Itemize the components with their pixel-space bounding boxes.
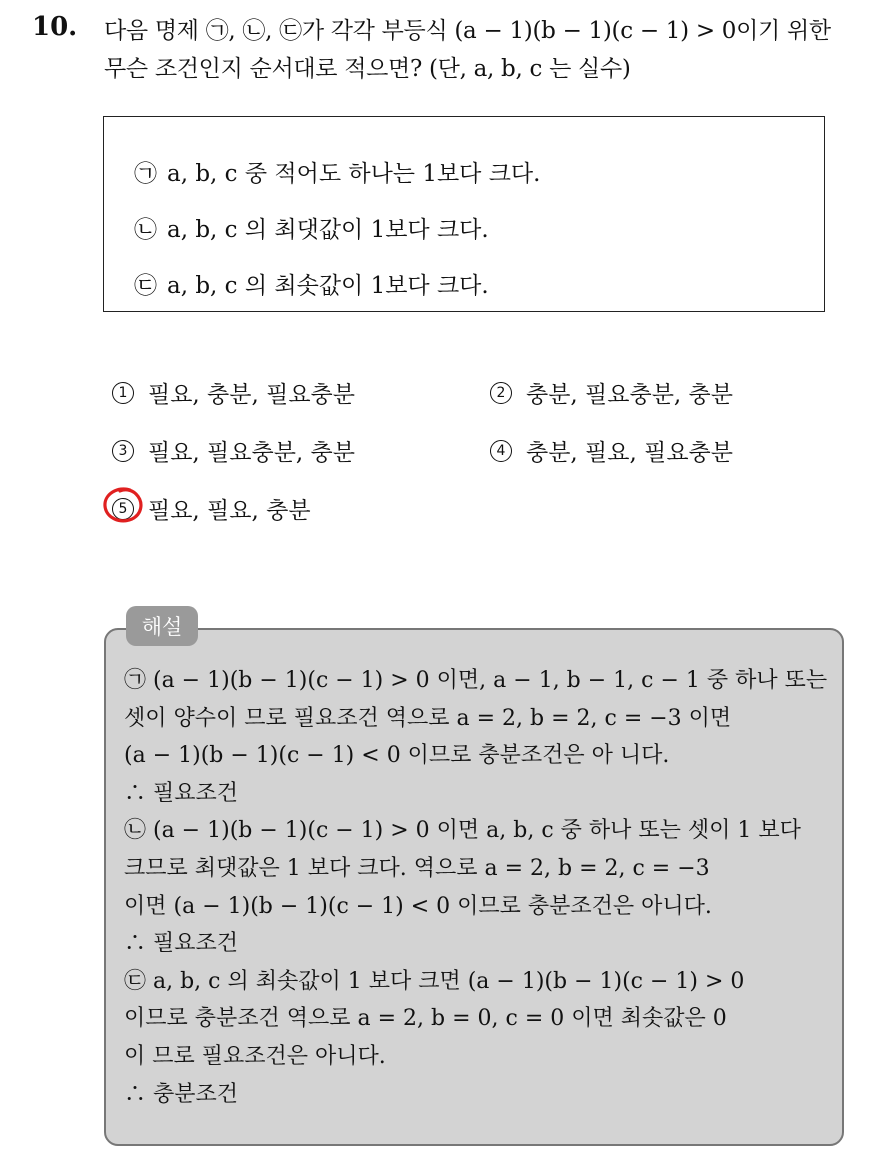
question-line-2: 무슨 조건인지 순서대로 적으면? (단, a, b, c 는 실수) — [104, 56, 631, 82]
explanation-line: ㉠ (a − 1)(b − 1)(c − 1) > 0 이면, a − 1, b − 1, c − 1 중 하나 또는 — [124, 668, 828, 693]
choice-4-number: 4 — [490, 440, 512, 462]
choice-5-number: 5 — [112, 498, 134, 520]
choice-5-text: 필요, 필요, 충분 — [148, 498, 311, 524]
explanation-label: 해설 — [126, 606, 198, 646]
condition-3-marker: ㉢ — [134, 273, 157, 299]
condition-2-marker: ㉡ — [134, 217, 157, 243]
explanation-line: ㉡ (a − 1)(b − 1)(c − 1) > 0 이면 a, b, c 중 하나 또는 셋이 1 보다 — [124, 818, 801, 844]
choice-2-text: 충분, 필요충분, 충분 — [526, 382, 733, 408]
condition-1-text: a, b, c 중 적어도 하나는 1보다 크다. — [167, 161, 541, 187]
explanation-line: ㉢ a, b, c 의 최솟값이 1 보다 크면 (a − 1)(b − 1)(c − 1) > 0 — [124, 968, 745, 994]
explanation-line: 이므로 충분조건 역으로 a = 2, b = 0, c = 0 이면 최솟값은 0 — [124, 1006, 727, 1032]
question-text — [104, 12, 874, 88]
choice-3-number: 3 — [112, 440, 134, 462]
choice-1-text: 필요, 충분, 필요충분 — [148, 382, 355, 408]
explanation-line: 이면 (a − 1)(b − 1)(c − 1) < 0 이므로 충분조건은 아니다. — [124, 893, 712, 919]
choice-2[interactable] — [490, 376, 733, 409]
question-line-1: 다음 명제 ㉠, ㉡, ㉢가 각각 부등식 (a − 1)(b − 1)(c − 1) > 0이기 위한 — [104, 18, 831, 44]
explanation-line: ∴ 필요조건 — [124, 780, 239, 806]
explanation-line: (a − 1)(b − 1)(c − 1) < 0 이므로 충분조건은 아 니다. — [124, 743, 670, 769]
explanation-text — [124, 662, 828, 1113]
explanation-line: ∴ 필요조건 — [124, 931, 239, 957]
choice-3-text: 필요, 필요충분, 충분 — [148, 440, 355, 466]
choice-4[interactable] — [490, 434, 733, 467]
choice-2-number: 2 — [490, 382, 512, 404]
explanation-line: 셋이 양수이 므로 필요조건 역으로 a = 2, b = 2, c = −3 이면 — [124, 705, 732, 731]
choice-3[interactable] — [112, 434, 355, 467]
condition-1-marker: ㉠ — [134, 161, 157, 187]
question-number: 10. — [32, 12, 78, 42]
choice-4-text: 충분, 필요, 필요충분 — [526, 440, 733, 466]
condition-1 — [134, 155, 540, 188]
explanation-line: ∴ 충분조건 — [124, 1081, 239, 1107]
condition-3-text: a, b, c 의 최솟값이 1보다 크다. — [167, 273, 489, 299]
explanation-line: 크므로 최댓값은 1 보다 크다. 역으로 a = 2, b = 2, c = −3 — [124, 855, 710, 881]
choice-1-number: 1 — [112, 382, 134, 404]
condition-3 — [134, 267, 489, 300]
explanation-line: 이 므로 필요조건은 아니다. — [124, 1043, 386, 1069]
answer-circle-mark-icon — [100, 484, 146, 526]
conditions-box — [103, 116, 825, 312]
condition-2-text: a, b, c 의 최댓값이 1보다 크다. — [167, 217, 489, 243]
condition-2 — [134, 211, 489, 244]
choice-1[interactable] — [112, 376, 355, 409]
